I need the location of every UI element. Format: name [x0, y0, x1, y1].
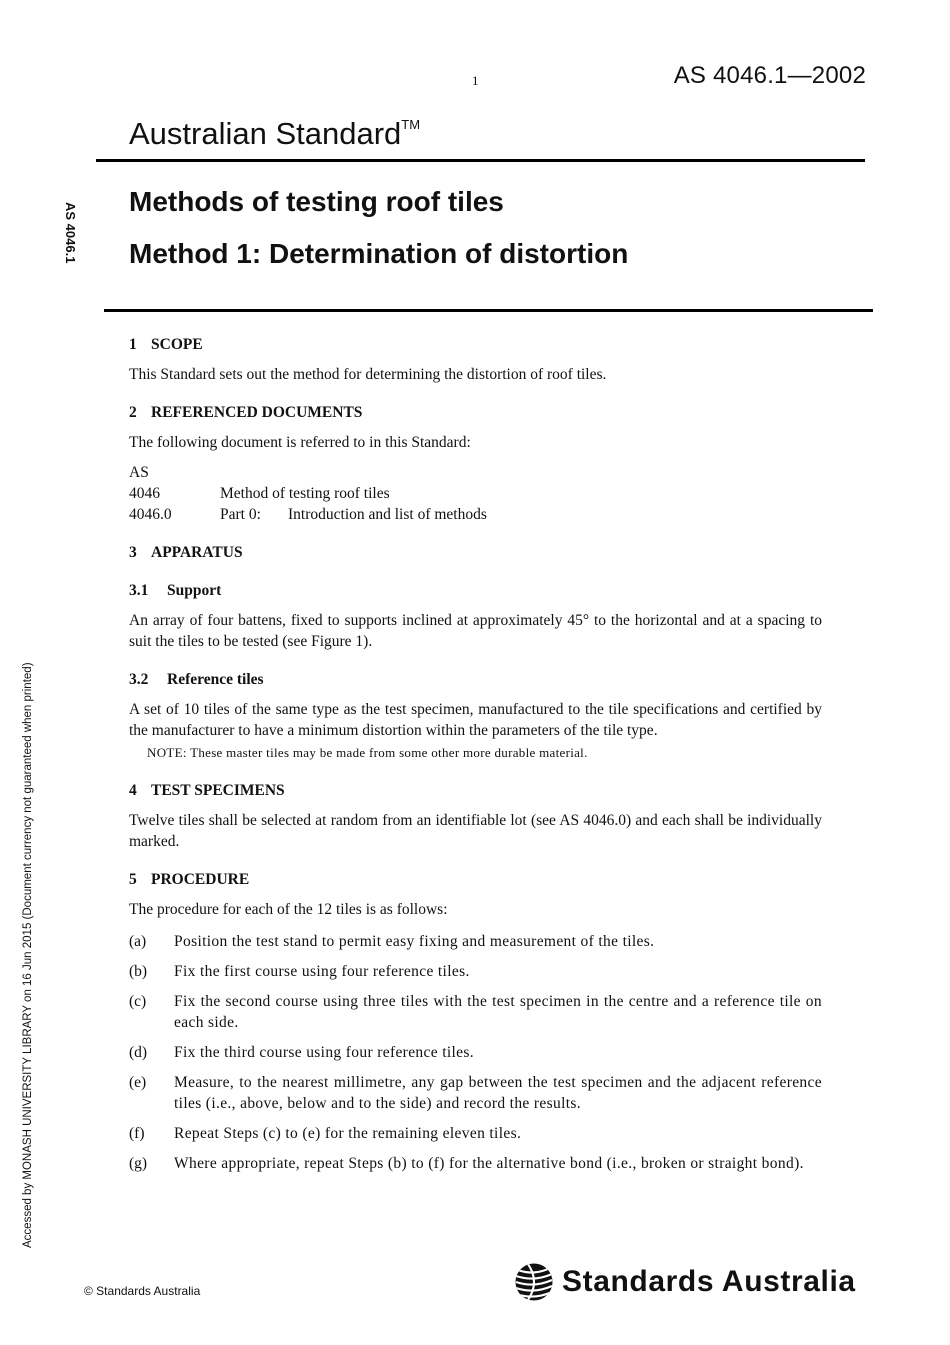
standard-label-text: Australian Standard: [129, 116, 402, 151]
step-label: (g): [129, 1155, 148, 1172]
step-text: Repeat Steps (c) to (e) for the remaining eleven tiles.: [174, 1125, 522, 1142]
procedure-step: [129, 961, 822, 982]
section-number: 4: [129, 782, 137, 799]
reference-row: [129, 483, 822, 504]
subsection-title: Support: [167, 582, 222, 599]
subsection-number: 3.1: [129, 582, 149, 599]
step-label: (d): [129, 1044, 148, 1061]
reference-title: Introduction and list of methods: [288, 506, 487, 523]
subsection-heading-support: [129, 580, 822, 601]
section-heading-test-specimens: [129, 780, 822, 801]
procedure-intro: The procedure for each of the 12 tiles is as follows:: [129, 901, 448, 918]
document-body: [129, 334, 822, 1183]
step-label: (e): [129, 1074, 147, 1091]
procedure-step: [129, 1042, 822, 1063]
reference-code: 4046.0: [129, 506, 172, 523]
subsection-number: 3.2: [129, 671, 149, 688]
section-title: SCOPE: [151, 336, 203, 353]
standards-australia-globe-icon: [514, 1262, 554, 1302]
step-label: (a): [129, 933, 147, 950]
logo-text: Standards Australia: [562, 1265, 856, 1298]
standard-label: [129, 116, 420, 152]
step-text: Where appropriate, repeat Steps (b) to (f) for the alternative bond (i.e., broken or straight bond).: [174, 1155, 804, 1172]
procedure-step: [129, 931, 822, 952]
procedure-steps: [129, 931, 822, 1174]
standards-australia-logo: [514, 1262, 856, 1302]
step-text: Fix the third course using four reference tiles.: [174, 1044, 475, 1061]
step-text: Fix the first course using four reference tiles.: [174, 963, 470, 980]
step-label: (f): [129, 1125, 145, 1142]
section-heading-scope: [129, 334, 822, 355]
step-label: (b): [129, 963, 148, 980]
section-title: TEST SPECIMENS: [151, 782, 285, 799]
standard-code: AS 4046.1—2002: [673, 62, 866, 89]
reference-row: [129, 504, 822, 525]
reference-tiles-text: A set of 10 tiles of the same type as the test specimen, manufactured to the tile specifications and certified by the manufacturer to have a minimum distortion within the parameters of the tile type.: [129, 701, 822, 739]
section-number: 5: [129, 871, 137, 888]
section-number: 2: [129, 404, 137, 421]
procedure-step: [129, 1153, 822, 1174]
step-text: Position the test stand to permit easy fixing and measurement of the tiles.: [174, 933, 655, 950]
copyright-notice: © Standards Australia: [84, 1284, 201, 1298]
section-title: PROCEDURE: [151, 871, 250, 888]
step-text: Fix the second course using three tiles with the test specimen in the centre and a reference tile on each side.: [174, 993, 822, 1031]
refdocs-prefix: AS: [129, 464, 149, 481]
scope-text: This Standard sets out the method for determining the distortion of roof tiles.: [129, 366, 607, 383]
step-label: (c): [129, 993, 147, 1010]
step-text: Measure, to the nearest millimetre, any gap between the test specimen and the adjacent reference tiles (i.e., above, below and to the side) and record the results.: [174, 1074, 822, 1112]
procedure-step: [129, 991, 822, 1033]
reference-code: 4046: [129, 485, 160, 502]
section-number: 1: [129, 336, 137, 353]
section-number: 3: [129, 544, 137, 561]
header-rule: [96, 159, 865, 162]
document-title: Methods of testing roof tiles: [129, 186, 504, 217]
procedure-step: [129, 1072, 822, 1114]
page-number: 1: [472, 73, 479, 88]
test-specimens-text: Twelve tiles shall be selected at random from an identifiable lot (see AS 4046.0) and each shall be individually marked.: [129, 812, 822, 850]
subsection-heading-reference-tiles: [129, 669, 822, 690]
procedure-step: [129, 1123, 822, 1144]
section-title: REFERENCED DOCUMENTS: [151, 404, 363, 421]
method-title: Method 1: Determination of distortion: [129, 238, 629, 269]
subsection-title: Reference tiles: [167, 671, 264, 688]
reference-title: Method of testing roof tiles: [220, 485, 390, 502]
title-rule: [104, 309, 873, 312]
trademark-mark: TM: [401, 116, 421, 132]
section-heading-referenced-documents: [129, 402, 822, 423]
section-title: APPARATUS: [151, 544, 243, 561]
support-text: An array of four battens, fixed to supports inclined at approximately 45° to the horizontal and at a spacing to suit the tiles to be tested (see Figure 1).: [129, 612, 822, 650]
side-standard-code: AS 4046.1: [63, 202, 78, 264]
section-heading-procedure: [129, 869, 822, 890]
access-note: Accessed by MONASH UNIVERSITY LIBRARY on 16 Jun 2015 (Document currency not guaranteed when printed): [22, 662, 34, 1248]
section-heading-apparatus: [129, 542, 822, 563]
refdocs-intro: The following document is referred to in this Standard:: [129, 434, 471, 451]
reference-part: Part 0:: [220, 506, 261, 523]
reference-tiles-note: NOTE: These master tiles may be made from some other more durable material.: [147, 745, 588, 760]
